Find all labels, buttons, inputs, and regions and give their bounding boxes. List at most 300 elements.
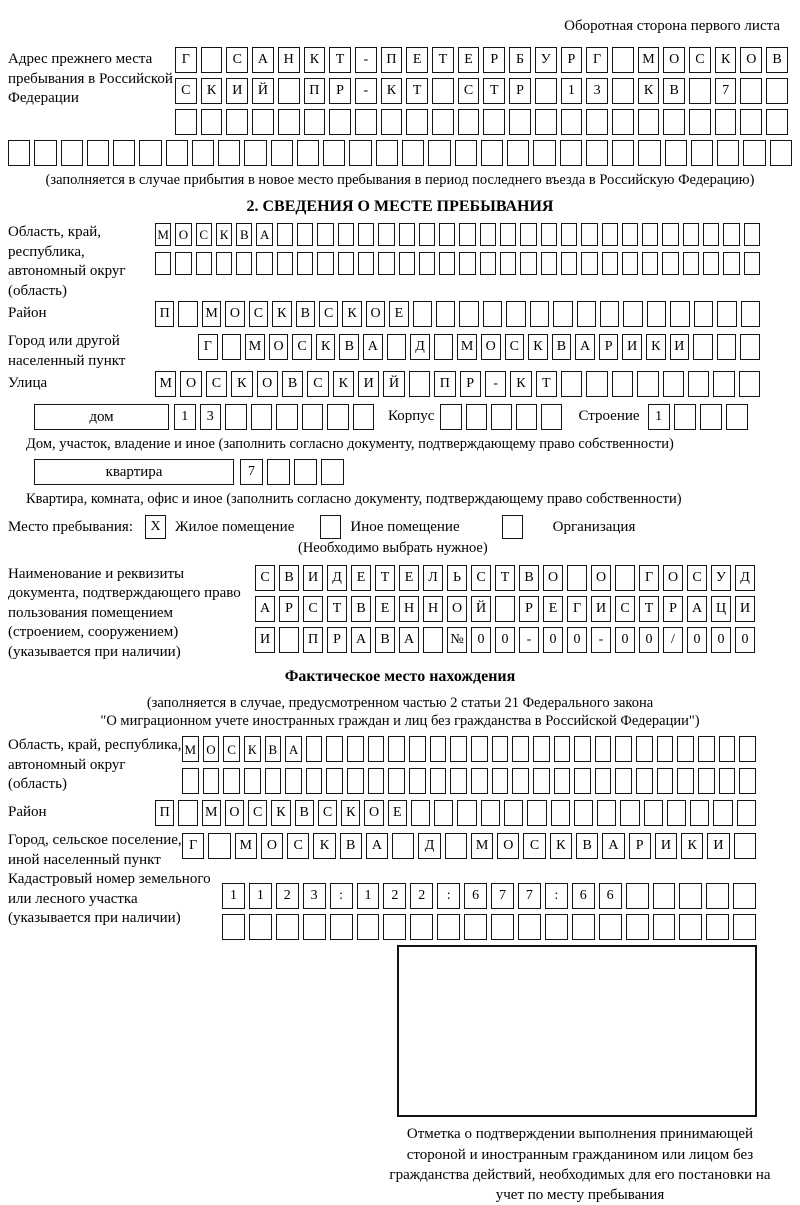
char-box[interactable]: И (670, 334, 690, 360)
char-box[interactable] (561, 252, 577, 275)
char-box[interactable] (574, 736, 591, 762)
char-box[interactable]: Е (375, 596, 395, 622)
char-box[interactable] (392, 833, 414, 859)
char-box[interactable] (419, 252, 435, 275)
char-box[interactable] (302, 404, 324, 430)
char-box[interactable]: Ц (711, 596, 731, 622)
char-box[interactable] (581, 223, 597, 246)
char-box[interactable]: С (505, 334, 525, 360)
checkbox-zhiloe[interactable]: X (145, 515, 166, 539)
char-box[interactable] (567, 565, 587, 591)
char-box[interactable]: Р (327, 627, 347, 653)
char-box[interactable]: И (591, 596, 611, 622)
char-box[interactable] (381, 109, 403, 135)
char-box[interactable] (642, 252, 658, 275)
char-box[interactable]: Е (388, 800, 407, 826)
char-box[interactable] (691, 140, 713, 166)
char-box[interactable]: К (381, 78, 403, 104)
char-box[interactable] (434, 800, 453, 826)
char-box[interactable]: Р (599, 334, 619, 360)
char-box[interactable] (278, 109, 300, 135)
char-box[interactable] (733, 883, 756, 909)
char-box[interactable]: Т (536, 371, 557, 397)
char-box[interactable] (203, 768, 220, 794)
char-box[interactable] (368, 768, 385, 794)
char-box[interactable] (196, 252, 212, 275)
char-box[interactable] (483, 109, 505, 135)
char-box[interactable]: К (304, 47, 326, 73)
char-box[interactable]: Р (663, 596, 683, 622)
char-box[interactable] (636, 768, 653, 794)
char-box[interactable] (612, 140, 634, 166)
char-box[interactable] (279, 627, 299, 653)
char-box[interactable]: Р (329, 78, 351, 104)
char-box[interactable] (715, 109, 737, 135)
char-box[interactable]: О (543, 565, 563, 591)
char-box[interactable]: С (292, 334, 312, 360)
char-box[interactable] (644, 800, 663, 826)
char-box[interactable] (480, 223, 496, 246)
char-box[interactable]: П (304, 78, 326, 104)
char-box[interactable] (306, 736, 323, 762)
char-box[interactable]: 0 (471, 627, 491, 653)
char-box[interactable] (553, 301, 572, 327)
char-box[interactable] (530, 301, 549, 327)
char-box[interactable]: О (447, 596, 467, 622)
char-box[interactable]: В (265, 736, 282, 762)
char-box[interactable] (600, 301, 619, 327)
char-box[interactable] (252, 109, 274, 135)
char-box[interactable] (439, 252, 455, 275)
char-box[interactable]: С (287, 833, 309, 859)
char-box[interactable] (586, 140, 608, 166)
char-box[interactable] (535, 109, 557, 135)
char-box[interactable] (637, 371, 658, 397)
char-box[interactable]: К (715, 47, 737, 73)
char-box[interactable] (545, 914, 568, 940)
char-box[interactable] (574, 800, 593, 826)
char-box[interactable] (297, 223, 313, 246)
char-box[interactable]: Н (399, 596, 419, 622)
char-box[interactable]: И (655, 833, 677, 859)
char-box[interactable]: О (175, 223, 191, 246)
char-box[interactable] (595, 768, 612, 794)
char-box[interactable]: И (226, 78, 248, 104)
char-box[interactable]: М (155, 371, 176, 397)
char-box[interactable] (406, 109, 428, 135)
char-box[interactable] (512, 768, 529, 794)
char-box[interactable]: А (687, 596, 707, 622)
char-box[interactable]: 3 (303, 883, 326, 909)
char-box[interactable] (512, 736, 529, 762)
char-box[interactable] (409, 768, 426, 794)
char-box[interactable]: И (622, 334, 642, 360)
char-box[interactable] (464, 914, 487, 940)
char-box[interactable]: 7 (715, 78, 737, 104)
char-box[interactable]: М (182, 736, 199, 762)
char-box[interactable]: И (707, 833, 729, 859)
char-box[interactable]: Г (586, 47, 608, 73)
char-box[interactable]: 6 (599, 883, 622, 909)
char-box[interactable]: Й (471, 596, 491, 622)
char-box[interactable] (327, 404, 349, 430)
char-box[interactable] (166, 140, 188, 166)
char-box[interactable] (439, 223, 455, 246)
char-box[interactable] (192, 140, 214, 166)
char-box[interactable] (615, 736, 632, 762)
char-box[interactable] (306, 768, 323, 794)
char-box[interactable] (740, 334, 760, 360)
char-box[interactable]: С (303, 596, 323, 622)
char-box[interactable] (541, 252, 557, 275)
char-box[interactable] (561, 371, 582, 397)
char-box[interactable] (500, 252, 516, 275)
char-box[interactable]: С (226, 47, 248, 73)
char-box[interactable]: А (399, 627, 419, 653)
char-box[interactable]: О (364, 800, 383, 826)
char-box[interactable] (251, 404, 273, 430)
char-box[interactable] (622, 252, 638, 275)
char-box[interactable] (533, 140, 555, 166)
char-box[interactable] (638, 109, 660, 135)
char-box[interactable] (437, 914, 460, 940)
char-box[interactable]: М (202, 301, 221, 327)
char-box[interactable] (378, 223, 394, 246)
char-box[interactable] (698, 736, 715, 762)
char-box[interactable] (551, 800, 570, 826)
char-box[interactable] (674, 404, 696, 430)
char-box[interactable] (409, 371, 430, 397)
char-box[interactable]: Г (198, 334, 218, 360)
char-box[interactable]: М (235, 833, 257, 859)
char-box[interactable] (662, 223, 678, 246)
char-box[interactable]: В (351, 596, 371, 622)
char-box[interactable]: Р (519, 596, 539, 622)
char-box[interactable]: : (545, 883, 568, 909)
char-box[interactable]: С (615, 596, 635, 622)
char-box[interactable] (665, 140, 687, 166)
char-box[interactable]: К (510, 371, 531, 397)
char-box[interactable] (411, 800, 430, 826)
char-box[interactable]: Н (423, 596, 443, 622)
char-box[interactable]: М (202, 800, 221, 826)
char-box[interactable] (201, 47, 223, 73)
char-box[interactable] (471, 736, 488, 762)
char-box[interactable] (723, 252, 739, 275)
char-box[interactable] (223, 768, 240, 794)
char-box[interactable] (554, 768, 571, 794)
char-box[interactable] (399, 252, 415, 275)
char-box[interactable] (413, 301, 432, 327)
char-box[interactable] (480, 252, 496, 275)
char-box[interactable]: С (523, 833, 545, 859)
char-box[interactable] (317, 223, 333, 246)
char-box[interactable]: А (363, 334, 383, 360)
char-box[interactable]: О (591, 565, 611, 591)
char-box[interactable] (326, 768, 343, 794)
char-box[interactable] (740, 109, 762, 135)
char-box[interactable] (703, 223, 719, 246)
char-box[interactable]: Г (567, 596, 587, 622)
char-box[interactable] (739, 736, 756, 762)
char-box[interactable] (689, 109, 711, 135)
char-box[interactable]: К (528, 334, 548, 360)
char-box[interactable] (358, 223, 374, 246)
char-box[interactable]: О (366, 301, 385, 327)
char-box[interactable] (338, 252, 354, 275)
char-box[interactable] (347, 736, 364, 762)
char-box[interactable] (744, 252, 760, 275)
char-box[interactable] (244, 768, 261, 794)
char-box[interactable] (723, 223, 739, 246)
char-box[interactable] (574, 768, 591, 794)
char-box[interactable]: 0 (615, 627, 635, 653)
char-box[interactable]: 1 (561, 78, 583, 104)
char-box[interactable] (419, 223, 435, 246)
char-box[interactable] (483, 301, 502, 327)
char-box[interactable] (113, 140, 135, 166)
char-box[interactable] (445, 833, 467, 859)
char-box[interactable]: 0 (639, 627, 659, 653)
char-box[interactable] (399, 223, 415, 246)
char-box[interactable] (178, 800, 197, 826)
char-box[interactable] (690, 800, 709, 826)
char-box[interactable]: В (339, 334, 359, 360)
char-box[interactable]: К (342, 301, 361, 327)
char-box[interactable]: К (201, 78, 223, 104)
char-box[interactable] (689, 78, 711, 104)
char-box[interactable] (642, 223, 658, 246)
checkbox-organizatsiya[interactable] (502, 515, 523, 539)
char-box[interactable]: 7 (240, 459, 263, 485)
char-box[interactable] (226, 109, 248, 135)
char-box[interactable] (434, 334, 454, 360)
char-box[interactable]: В (279, 565, 299, 591)
char-box[interactable]: К (271, 800, 290, 826)
char-box[interactable] (677, 736, 694, 762)
char-box[interactable]: Й (252, 78, 274, 104)
char-box[interactable]: 6 (572, 883, 595, 909)
char-box[interactable]: С (318, 800, 337, 826)
char-box[interactable] (597, 800, 616, 826)
char-box[interactable]: К (316, 334, 336, 360)
char-box[interactable] (376, 140, 398, 166)
char-box[interactable] (667, 800, 686, 826)
char-box[interactable]: Е (458, 47, 480, 73)
char-box[interactable] (459, 223, 475, 246)
char-box[interactable]: К (313, 833, 335, 859)
char-box[interactable]: К (638, 78, 660, 104)
char-box[interactable]: В (340, 833, 362, 859)
char-box[interactable] (430, 768, 447, 794)
char-box[interactable] (504, 800, 523, 826)
char-box[interactable] (626, 914, 649, 940)
char-box[interactable] (612, 47, 634, 73)
char-box[interactable]: В (295, 800, 314, 826)
char-box[interactable]: С (255, 565, 275, 591)
char-box[interactable] (599, 914, 622, 940)
char-box[interactable] (507, 140, 529, 166)
char-box[interactable]: Д (410, 334, 430, 360)
char-box[interactable]: К (272, 301, 291, 327)
char-box[interactable]: О (481, 334, 501, 360)
char-box[interactable] (329, 109, 351, 135)
char-box[interactable]: П (155, 800, 174, 826)
char-box[interactable]: 2 (276, 883, 299, 909)
char-box[interactable]: Р (279, 596, 299, 622)
char-box[interactable]: 7 (491, 883, 514, 909)
char-box[interactable] (383, 914, 406, 940)
char-box[interactable] (657, 736, 674, 762)
char-box[interactable]: М (457, 334, 477, 360)
char-box[interactable]: 6 (464, 883, 487, 909)
char-box[interactable] (323, 140, 345, 166)
char-box[interactable]: В (375, 627, 395, 653)
char-box[interactable] (520, 223, 536, 246)
char-box[interactable]: О (269, 334, 289, 360)
char-box[interactable] (175, 252, 191, 275)
char-box[interactable]: О (740, 47, 762, 73)
char-box[interactable] (743, 140, 765, 166)
char-box[interactable] (155, 252, 171, 275)
char-box[interactable]: С (206, 371, 227, 397)
char-box[interactable] (602, 223, 618, 246)
char-box[interactable] (278, 78, 300, 104)
char-box[interactable]: Р (460, 371, 481, 397)
char-box[interactable]: : (437, 883, 460, 909)
char-box[interactable] (267, 459, 290, 485)
char-box[interactable]: 2 (410, 883, 433, 909)
char-box[interactable] (87, 140, 109, 166)
char-box[interactable]: Д (418, 833, 440, 859)
char-box[interactable]: Т (495, 565, 515, 591)
char-box[interactable]: М (155, 223, 171, 246)
char-box[interactable] (218, 140, 240, 166)
char-box[interactable]: Р (509, 78, 531, 104)
char-box[interactable]: 0 (495, 627, 515, 653)
char-box[interactable] (182, 768, 199, 794)
char-box[interactable] (663, 109, 685, 135)
char-box[interactable] (471, 768, 488, 794)
char-box[interactable]: О (663, 565, 683, 591)
char-box[interactable] (265, 768, 282, 794)
char-box[interactable]: 1 (222, 883, 245, 909)
char-box[interactable] (770, 140, 792, 166)
char-box[interactable] (700, 404, 722, 430)
char-box[interactable] (423, 627, 443, 653)
char-box[interactable]: В (519, 565, 539, 591)
char-box[interactable]: С (175, 78, 197, 104)
char-box[interactable]: А (285, 736, 302, 762)
char-box[interactable]: О (663, 47, 685, 73)
char-box[interactable] (739, 371, 760, 397)
char-box[interactable]: А (351, 627, 371, 653)
char-box[interactable] (612, 78, 634, 104)
char-box[interactable]: О (257, 371, 278, 397)
char-box[interactable] (706, 914, 729, 940)
char-box[interactable] (518, 914, 541, 940)
char-box[interactable] (139, 140, 161, 166)
char-box[interactable] (492, 736, 509, 762)
char-box[interactable]: В (236, 223, 252, 246)
char-box[interactable]: О (203, 736, 220, 762)
char-box[interactable]: - (355, 47, 377, 73)
char-box[interactable]: А (575, 334, 595, 360)
char-box[interactable] (612, 371, 633, 397)
char-box[interactable] (719, 736, 736, 762)
char-box[interactable]: Ь (447, 565, 467, 591)
char-box[interactable] (744, 223, 760, 246)
char-box[interactable] (428, 140, 450, 166)
char-box[interactable]: О (261, 833, 283, 859)
char-box[interactable] (34, 140, 56, 166)
char-box[interactable]: Й (383, 371, 404, 397)
char-box[interactable]: Н (278, 47, 300, 73)
char-box[interactable] (541, 223, 557, 246)
char-box[interactable] (378, 252, 394, 275)
char-box[interactable]: М (245, 334, 265, 360)
char-box[interactable] (620, 800, 639, 826)
char-box[interactable]: К (216, 223, 232, 246)
char-box[interactable]: К (681, 833, 703, 859)
char-box[interactable]: 0 (543, 627, 563, 653)
char-box[interactable] (638, 140, 660, 166)
char-box[interactable] (8, 140, 30, 166)
char-box[interactable]: М (638, 47, 660, 73)
char-box[interactable] (683, 223, 699, 246)
char-box[interactable] (244, 140, 266, 166)
char-box[interactable] (737, 800, 756, 826)
char-box[interactable] (276, 914, 299, 940)
char-box[interactable] (321, 459, 344, 485)
char-box[interactable] (693, 334, 713, 360)
char-box[interactable] (459, 301, 478, 327)
char-box[interactable]: № (447, 627, 467, 653)
char-box[interactable] (766, 109, 788, 135)
char-box[interactable] (713, 800, 732, 826)
char-box[interactable]: В (663, 78, 685, 104)
char-box[interactable] (717, 140, 739, 166)
char-box[interactable] (734, 833, 756, 859)
char-box[interactable]: Е (543, 596, 563, 622)
char-box[interactable] (694, 301, 713, 327)
char-box[interactable]: Г (639, 565, 659, 591)
char-box[interactable]: С (223, 736, 240, 762)
char-box[interactable] (216, 252, 232, 275)
char-box[interactable] (256, 252, 272, 275)
char-box[interactable] (561, 109, 583, 135)
char-box[interactable]: Т (639, 596, 659, 622)
char-box[interactable] (541, 404, 562, 430)
char-box[interactable]: В (576, 833, 598, 859)
char-box[interactable] (612, 109, 634, 135)
char-box[interactable] (602, 252, 618, 275)
char-box[interactable]: - (519, 627, 539, 653)
char-box[interactable]: Е (351, 565, 371, 591)
char-box[interactable] (653, 883, 676, 909)
char-box[interactable] (586, 109, 608, 135)
char-box[interactable] (560, 140, 582, 166)
char-box[interactable] (338, 223, 354, 246)
char-box[interactable] (506, 301, 525, 327)
char-box[interactable] (459, 252, 475, 275)
char-box[interactable] (615, 565, 635, 591)
char-box[interactable]: 0 (687, 627, 707, 653)
char-box[interactable]: В (766, 47, 788, 73)
char-box[interactable] (615, 768, 632, 794)
char-box[interactable]: К (341, 800, 360, 826)
char-box[interactable] (492, 768, 509, 794)
